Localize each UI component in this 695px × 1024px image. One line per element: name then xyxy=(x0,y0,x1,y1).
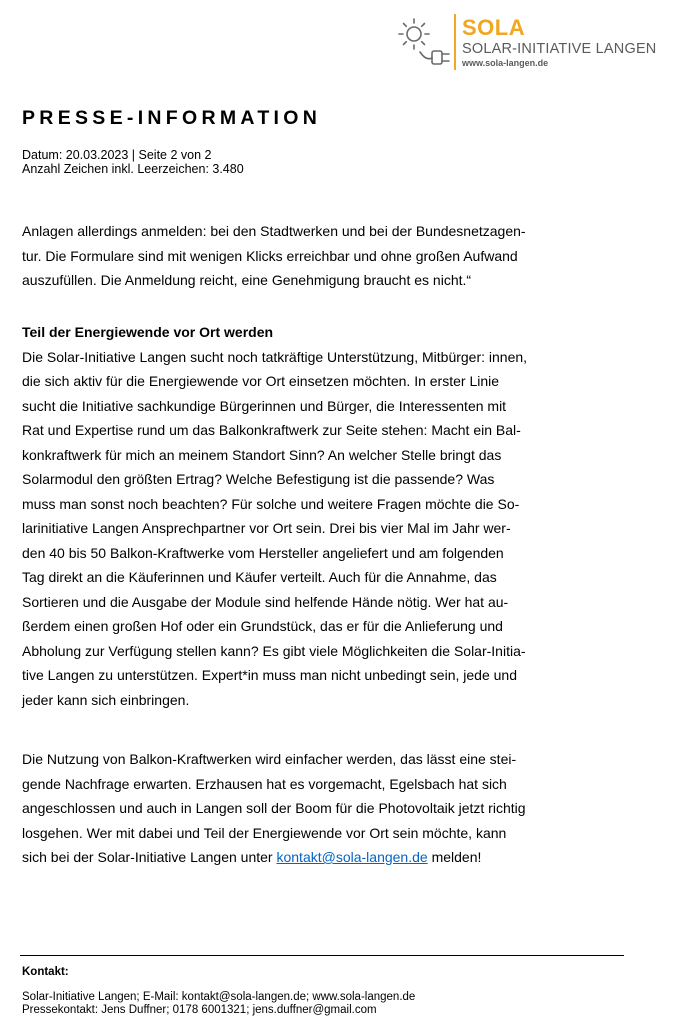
text-line: tur. Die Formulare sind mit wenigen Klicks erreichbar und ohne großen Aufwand xyxy=(22,247,518,264)
email-link[interactable]: kontakt@sola-langen.de xyxy=(276,849,428,865)
text-line: sucht die Initiative sachkundige Bürgerinnen und Bürger, die Interessenten mit xyxy=(22,397,507,414)
paragraph-3 xyxy=(22,747,562,870)
text-line: den 40 bis 50 Balkon-Kraftwerke vom Hersteller angeliefert und am folgenden xyxy=(22,544,504,561)
section-energiewende xyxy=(22,320,562,712)
text-line: die sich aktiv für die Energiewende vor Ort einsetzen möchten. In erster Linie xyxy=(22,373,500,389)
date-line: Datum: 20.03.2023 | Seite 2 von 2 xyxy=(22,148,212,162)
text-line: tive Langen zu unterstützen. Expert*in muss man nicht unbedingt sein, jede und xyxy=(22,667,517,683)
text-line: konkraftwerk für mich an meinem Standort Sinn? An welcher Stelle bringt das xyxy=(22,446,502,463)
text-line-with-email xyxy=(22,845,562,870)
logo-url: www.sola-langen.de xyxy=(462,58,549,68)
sun-icon xyxy=(399,19,429,49)
footer-heading: Kontakt: xyxy=(22,966,69,978)
text-line: angeschlossen und auch in Langen soll der Boom für die Photovoltaik jetzt richtig xyxy=(22,800,526,816)
text-line: ßerdem einen großen Hof oder ein Grundstück, das er für die Anlieferung und xyxy=(22,618,503,634)
section-heading: Teil der Energiewende vor Ort werden xyxy=(22,324,274,340)
char-count-line: Anzahl Zeichen inkl. Leerzeichen: 3.480 xyxy=(22,162,244,176)
footer-press-line: Pressekontakt: Jens Duffner; 0178 6001321; jens.duffner@gmail.com xyxy=(22,1004,377,1016)
document-title: PRESSE-INFORMATION xyxy=(22,107,322,129)
footer xyxy=(22,966,415,1017)
text-line: Sortieren und die Ausgabe der Module sind helfende Hände nötig. Wer hat au- xyxy=(22,593,509,610)
text-line: Die Solar-Initiative Langen sucht noch tatkräftige Unterstützung, Mitbürger: innen, xyxy=(22,348,528,365)
text-line: larinitiative Langen Ansprechpartner vor Ort sein. Drei bis vier Mal im Jahr wer- xyxy=(22,520,511,536)
logo xyxy=(398,10,678,74)
logo-divider xyxy=(454,14,456,70)
text-line: Die Nutzung von Balkon-Kraftwerken wird einfacher werden, das lässt eine stei- xyxy=(22,751,517,767)
paragraph-1 xyxy=(22,219,562,293)
text-line: Anlagen allerdings anmelden: bei den Stadtwerken und bei der Bundesnetzagen- xyxy=(22,223,526,239)
text-line: Solarmodul den größten Ertrag? Welche Befestigung ist die passende? Was xyxy=(22,471,495,487)
footer-contact-line: Solar-Initiative Langen; E-Mail: kontakt@sola-langen.de; www.sola-langen.de xyxy=(22,991,416,1003)
plug-icon xyxy=(420,51,449,64)
text-line: Abholung zur Verfügung stellen kann? Es gibt viele Möglichkeiten die Solar-Initia- xyxy=(22,642,526,659)
text-after-email: melden! xyxy=(427,849,482,865)
text-line: gende Nachfrage erwarten. Erzhausen hat es vorgemacht, Egelsbach hat sich xyxy=(22,775,507,792)
section-paragraph xyxy=(22,345,562,713)
footer-divider xyxy=(20,955,624,956)
text-line: muss man sonst noch beachten? Für solche und weitere Fragen möchte die So- xyxy=(22,495,520,512)
text-line: jeder kann sich einbringen. xyxy=(22,691,190,708)
text-line: losgehen. Wer mit dabei und Teil der Energiewende vor Ort sein möchte, kann xyxy=(22,824,507,841)
text-line: Rat und Expertise rund um das Balkonkraftwerk zur Seite stehen: Macht ein Bal- xyxy=(22,422,521,438)
logo-title: SOLA xyxy=(462,15,526,40)
text-before-email: sich bei der Solar-Initiative Langen unter xyxy=(22,849,277,865)
text-line: auszufüllen. Die Anmeldung reicht, eine Genehmigung braucht es nicht.“ xyxy=(22,272,472,288)
logo-subtitle: SOLAR-INITIATIVE LANGEN xyxy=(462,41,657,57)
document-meta xyxy=(22,148,244,176)
text-line: Tag direkt an die Käuferinnen und Käufer verteilt. Auch für die Annahme, das xyxy=(22,569,497,585)
logo-graphic xyxy=(398,14,456,70)
